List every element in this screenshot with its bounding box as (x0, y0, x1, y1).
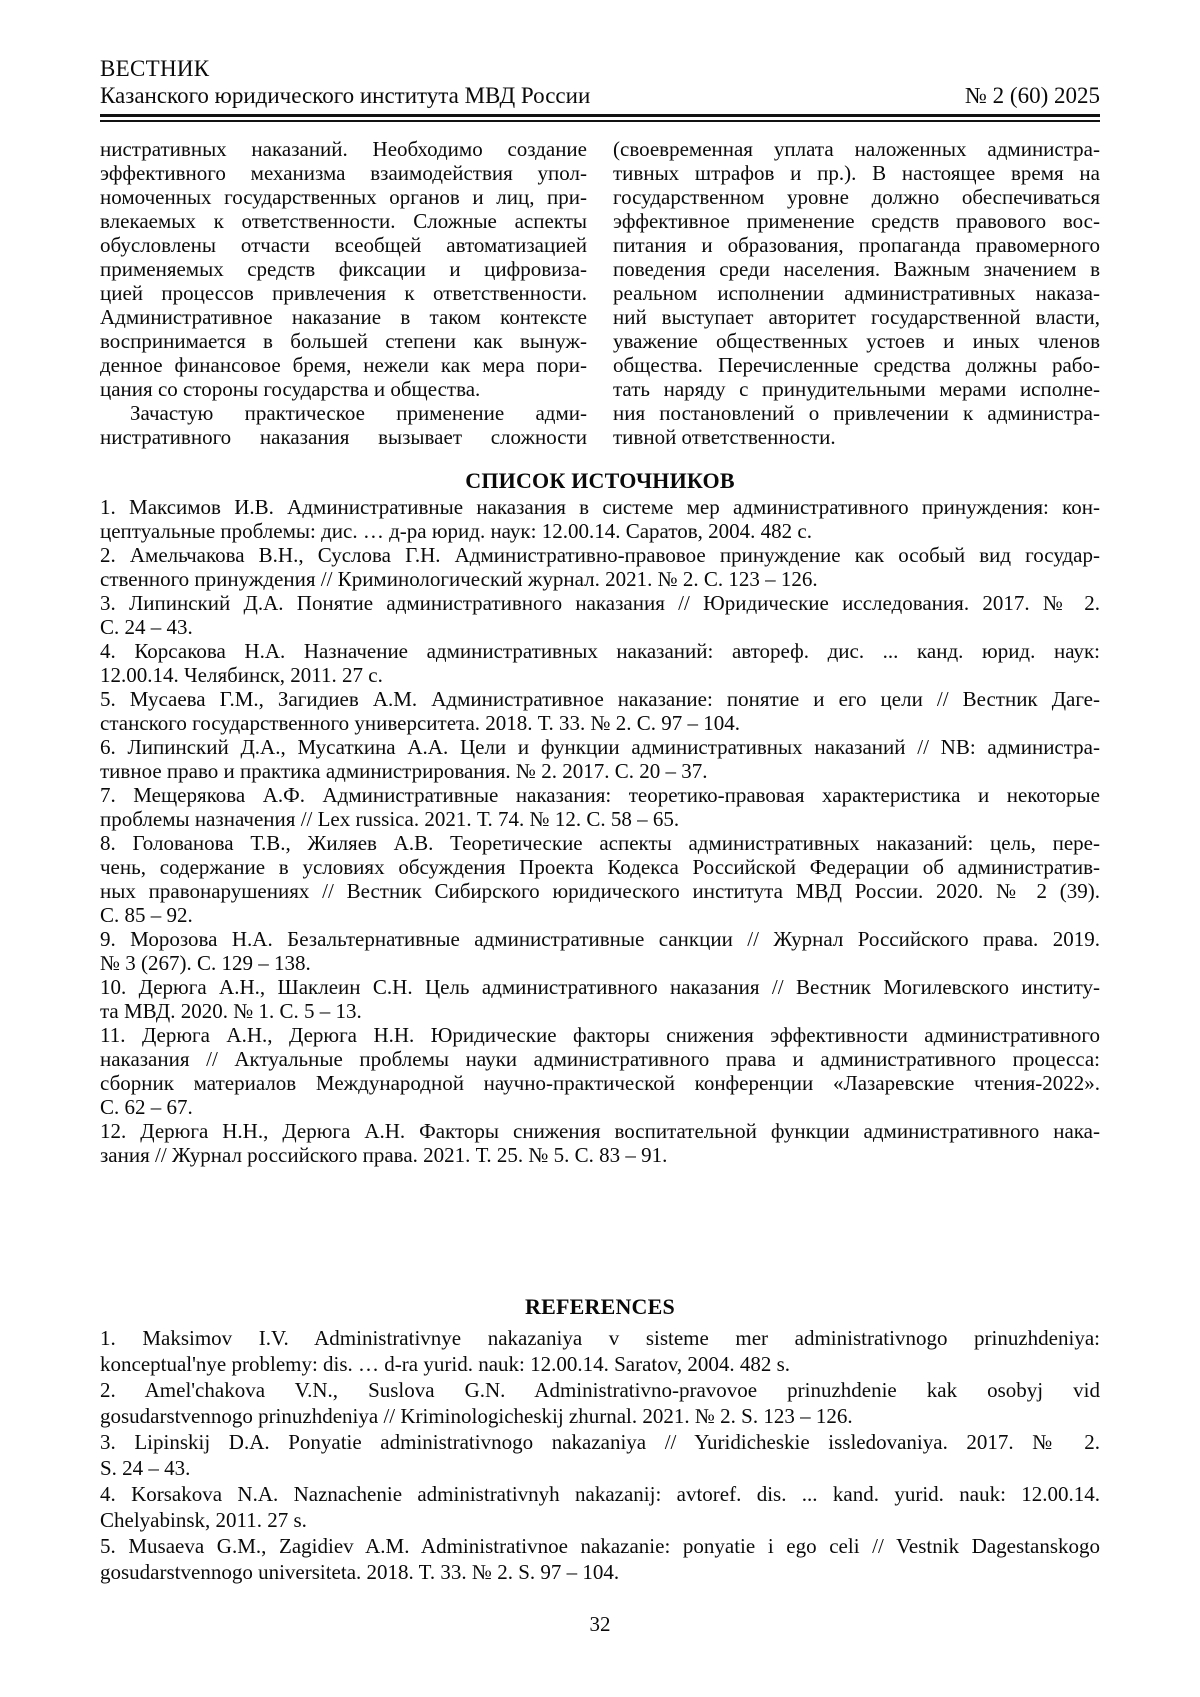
text-line: тивных штрафов и пр.). В настоящее время на (613, 161, 1100, 185)
text-line: 6. Липинский Д.А., Мусаткина А.А. Цели и функции административных наказаний // NB: администра- (100, 735, 1100, 759)
text-line: № 3 (267). С. 129 – 138. (100, 951, 311, 975)
text-line: 3. Lipinskij D.A. Ponyatie administrativnogo nakazaniya // Yuridicheskie issledovaniya. 2017. № 2. (100, 1430, 1100, 1454)
sources-heading: СПИСОК ИСТОЧНИКОВ (465, 468, 735, 493)
text-line: (своевременная уплата наложенных администра- (613, 137, 1100, 161)
text-line: применяемых средств фиксации и цифровиза- (100, 257, 587, 281)
text-line: цания со стороны государства и общества. (100, 377, 481, 401)
text-line: 10. Дерюга А.Н., Шаклеин С.Н. Цель административного наказания // Вестник Могилевского институ- (100, 975, 1100, 999)
source-item (100, 639, 1100, 687)
reference-item (100, 1533, 1100, 1585)
text-line: 12. Дерюга Н.Н., Дерюга А.Н. Факторы снижения воспитательной функции административного нака- (100, 1119, 1100, 1143)
text-line: С. 62 – 67. (100, 1095, 193, 1119)
text-line: денное финансовое бремя, нежели как мера пори- (100, 353, 587, 377)
source-item (100, 687, 1100, 735)
text-line: воспринимается в большей степени как вынуж- (100, 329, 587, 353)
text-line: поведения среди населения. Важным значением в (613, 257, 1100, 281)
source-item (100, 927, 1100, 975)
text-line: gosudarstvennogo prinuzhdeniya // Kriminologicheskij zhurnal. 2021. № 2. S. 123 – 126. (100, 1404, 853, 1428)
text-line: тивной ответственности. (613, 425, 836, 449)
page-body (100, 137, 1100, 1585)
source-item (100, 831, 1100, 927)
text-line: ных правонарушениях // Вестник Сибирского юридического института МВД России. 2020. № 2 (39). (100, 879, 1100, 903)
text-line: 2. Амельчакова В.Н., Суслова Г.Н. Административно-правовое принуждение как особый вид государ- (100, 543, 1100, 567)
source-item (100, 543, 1100, 591)
text-line: Chelyabinsk, 2011. 27 s. (100, 1508, 307, 1532)
text-line: ственного принуждения // Криминологический журнал. 2021. № 2. С. 123 – 126. (100, 567, 818, 591)
text-line: 4. Korsakova N.A. Naznachenie administrativnyh nakazanij: avtoref. dis. ... kand. yurid. nauk: 12.00.14. (100, 1482, 1100, 1506)
article-text (100, 137, 1100, 449)
text-line: konceptual'nye problemy: dis. … d-ra yurid. nauk: 12.00.14. Saratov, 2004. 482 s. (100, 1352, 791, 1376)
source-item (100, 1023, 1100, 1119)
text-line: нистративного наказания вызывает сложности (100, 425, 587, 449)
text-line: номоченных государственных органов и лиц, при- (100, 185, 587, 209)
text-line: сборник материалов Международной научно-практической конференции «Лазаревские чтения-2022». (100, 1071, 1100, 1095)
references-list (100, 1325, 1100, 1585)
text-line: ний выступает авторитет государственной власти, (613, 305, 1100, 329)
text-line: 11. Дерюга А.Н., Дерюга Н.Н. Юридические факторы снижения эффективности административного (100, 1023, 1100, 1047)
text-line: 2. Amel'chakova V.N., Suslova G.N. Administrativno-pravovoe prinuzhdenie kak osobyj vid (100, 1378, 1100, 1402)
reference-item (100, 1325, 1100, 1377)
sources-list (100, 495, 1100, 1167)
text-line: 8. Голованова Т.В., Жиляев А.В. Теоретические аспекты административных наказаний: цель, пере- (100, 831, 1100, 855)
source-item (100, 735, 1100, 783)
text-line: зания // Журнал российского права. 2021. Т. 25. № 5. С. 83 – 91. (100, 1143, 668, 1167)
text-line: питания и образования, пропаганда правомерного (613, 233, 1100, 257)
text-line: С. 24 – 43. (100, 615, 193, 639)
text-line: эффективного механизма взаимодействия упол- (100, 161, 587, 185)
text-line: Административное наказание в таком контексте (100, 305, 587, 329)
left-column (100, 137, 587, 449)
text-line: реальном исполнении административных наказа- (613, 281, 1100, 305)
journal-title: ВЕСТНИК (100, 56, 210, 81)
text-line: 7. Мещерякова А.Ф. Административные наказания: теоретико-правовая характеристика и некоторые (100, 783, 1100, 807)
issue-number: № 2 (60) 2025 (964, 83, 1100, 108)
text-line: S. 24 – 43. (100, 1456, 191, 1480)
text-line: 4. Корсакова Н.А. Назначение административных наказаний: автореф. дис. ... канд. юрид. наук: (100, 639, 1100, 663)
reference-item (100, 1481, 1100, 1533)
source-item (100, 783, 1100, 831)
text-line: нистративных наказаний. Необходимо создание (100, 137, 587, 161)
text-line: цептуальные проблемы: дис. … д-ра юрид. наук: 12.00.14. Саратов, 2004. 482 с. (100, 519, 812, 543)
source-item (100, 1119, 1100, 1167)
header-divider (100, 114, 1100, 122)
text-line: 9. Морозова Н.А. Безальтернативные административные санкции // Журнал Российского права. 2019. (100, 927, 1100, 951)
text-line: тать наряду с принудительными мерами исполне- (613, 377, 1100, 401)
text-line: ния постановлений о привлечении к администра- (613, 401, 1100, 425)
page-footer (100, 1611, 1100, 1637)
text-line: обусловлены отчасти всеобщей автоматизацией (100, 233, 587, 257)
source-item (100, 591, 1100, 639)
text-line: общества. Перечисленные средства должны рабо- (613, 353, 1100, 377)
source-item (100, 495, 1100, 543)
text-line: С. 85 – 92. (100, 903, 193, 927)
right-column (613, 137, 1100, 449)
references-heading: REFERENCES (525, 1294, 675, 1319)
text-line: 3. Липинский Д.А. Понятие административного наказания // Юридические исследования. 2017. № 2. (100, 591, 1100, 615)
text-line: 1. Maksimov I.V. Administrativnye nakazaniya v sisteme mer administrativnogo prinuzhdeniya: (100, 1326, 1100, 1350)
text-line: gosudarstvennogo universiteta. 2018. T. 33. № 2. S. 97 – 104. (100, 1560, 620, 1584)
text-line: 1. Максимов И.В. Административные наказания в системе мер административного принуждения: кон- (100, 495, 1100, 519)
text-line: 5. Musaeva G.M., Zagidiev A.M. Administrativnoe nakazanie: ponyatie i ego celi // Vestnik Dagestanskogo (100, 1534, 1100, 1558)
source-item (100, 975, 1100, 1023)
text-line: наказания // Актуальные проблемы науки административного права и административного процесса: (100, 1047, 1100, 1071)
text-line: тивное право и практика администрирования. № 2. 2017. С. 20 – 37. (100, 759, 708, 783)
journal-subtitle: Казанского юридического института МВД России (100, 83, 591, 108)
text-line: проблемы назначения // Lex russica. 2021. Т. 74. № 12. С. 58 – 65. (100, 807, 680, 831)
text-line: чень, содержание в условиях обсуждения Проекта Кодекса Российской Федерации об административ- (100, 855, 1100, 879)
text-line: 5. Мусаева Г.М., Загидиев А.М. Административное наказание: понятие и его цели // Вестник Даге- (100, 687, 1100, 711)
text-line: влекаемых к ответственности. Сложные аспекты (100, 209, 587, 233)
reference-item (100, 1377, 1100, 1429)
text-line: станского государственного университета. 2018. Т. 33. № 2. С. 97 – 104. (100, 711, 741, 735)
page-number: 32 (589, 1612, 611, 1636)
text-line: уважение общественных устоев и иных членов (613, 329, 1100, 353)
text-line: та МВД. 2020. № 1. С. 5 – 13. (100, 999, 362, 1023)
text-line: Зачастую практическое применение адми- (130, 401, 587, 425)
text-line: государственном уровне должно обеспечиваться (613, 185, 1100, 209)
reference-item (100, 1429, 1100, 1481)
text-line: эффективное применение средств правового вос- (613, 209, 1100, 233)
page-header (100, 55, 1100, 122)
text-line: цией процессов привлечения к ответственности. (100, 281, 587, 305)
text-line: 12.00.14. Челябинск, 2011. 27 с. (100, 663, 383, 687)
